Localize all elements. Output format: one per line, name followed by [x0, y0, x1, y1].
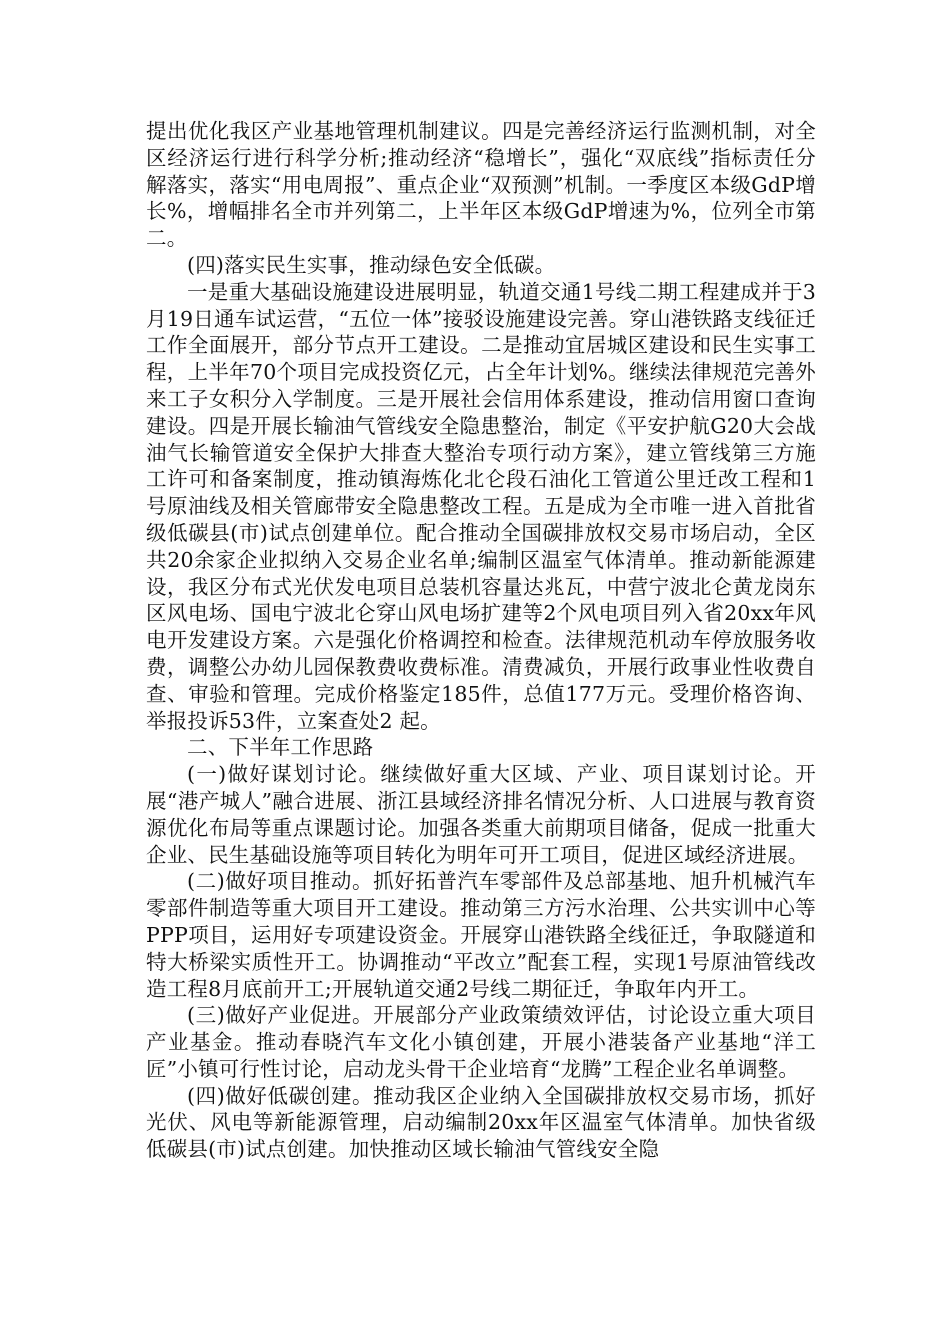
- paragraph-industry-promotion: (三)做好产业促进。开展部分产业政策绩效评估，讨论设立重大项目产业基金。推动春晓汽车文化小镇创建，开展小港装备产业基地“洋工匠”小镇可行性讨论，启动龙头骨干企业培育“龙腾”工程企业名单调整。: [146, 1003, 816, 1081]
- paragraph-low-carbon: (四)做好低碳创建。推动我区企业纳入全国碳排放权交易市场，抓好光伏、风电等新能源管理，启动编制20xx年区温室气体清单。加快省级低碳县(市)试点创建。加快推动区域长输油气管线安全隐: [146, 1083, 816, 1162]
- document-body: [146, 118, 816, 1163]
- paragraph-economy-monitoring: 提出优化我区产业基地管理机制建议。四是完善经济运行监测机制，对全区经济运行进行科学分析;推动经济“稳增长”，强化“双底线”指标责任分解落实，落实“用电周报”、重点企业“双预测”机制。一季度区本级GdP增长%，增幅排名全市并列第二，上半年区本级GdP增速为%，位列全市第二。: [146, 119, 816, 251]
- paragraph-planning-research: (一)做好谋划讨论。继续做好重大区域、产业、项目谋划讨论。开展“港产城人”融合进展、浙江县域经济排名情况分析、人口进展与教育资源优化布局等重点课题讨论。加强各类重大前期项目储备，促成一批重大企业、民生基础设施等项目转化为明年可开工项目，促进区域经济进展。: [146, 762, 816, 867]
- section-heading-livelihood: (四)落实民生实事，推动绿色安全低碳。: [187, 252, 556, 277]
- paragraph-project-promotion: (二)做好项目推动。抓好拓普汽车零部件及总部基地、旭升机械汽车零部件制造等重大项目开工建设。推动第三方污水治理、公共实训中心等PPP项目，运用好专项建设资金。开展穿山港铁路全线征迁，争取隧道和特大桥梁实质性开工。协调推动“平改立”配套工程，实现1号原油管线改造工程8月底前开工;开展轨道交通2号线二期征迁，争取年内开工。: [146, 869, 816, 1001]
- section-heading-second-half-plan: 二、下半年工作思路: [187, 735, 374, 760]
- paragraph-infrastructure-progress: 一是重大基础设施建设进展明显，轨道交通1号线二期工程建成并于3月19日通车试运营，“五位一体”接驳设施建设完善。穿山港铁路支线征迁工作全面展开，部分节点开工建设。二是推动宜居城区建设和民生实事工程，上半年70个项目完成投资亿元，占全年计划%。继续法律规范完善外来工子女积分入学制度。三是开展社会信用体系建设，推动信用窗口查询建设。四是开展长输油气管线安全隐患整治，制定《平安护航G20大会战油气长输管道安全保护大排查大整治专项行动方案》，建立管线第三方施工许可和备案制度，推动镇海炼化北仑段石油化工管道公里迁改工程和1号原油线及相关管廊带安全隐患整改工程。五是成为全市唯一进入首批省级低碳县(市)试点创建单位。配合推动全国碳排放权交易市场启动，全区共20余家企业拟纳入交易企业名单;编制区温室气体清单。推动新能源建设，我区分布式光伏发电项目总装机容量达兆瓦，中营宁波北仑黄龙岗东区风电场、国电宁波北仑穿山风电场扩建等2个风电项目列入省20xx年风电开发建设方案。六是强化价格调控和检查。法律规范机动车停放服务收费，调整公办幼儿园保教费收费标准。清费减负，开展行政事业性收费自查、审验和管理。完成价格鉴定185件，总值177万元。受理价格咨询、举报投诉53件，立案查处2 起。: [146, 279, 816, 733]
